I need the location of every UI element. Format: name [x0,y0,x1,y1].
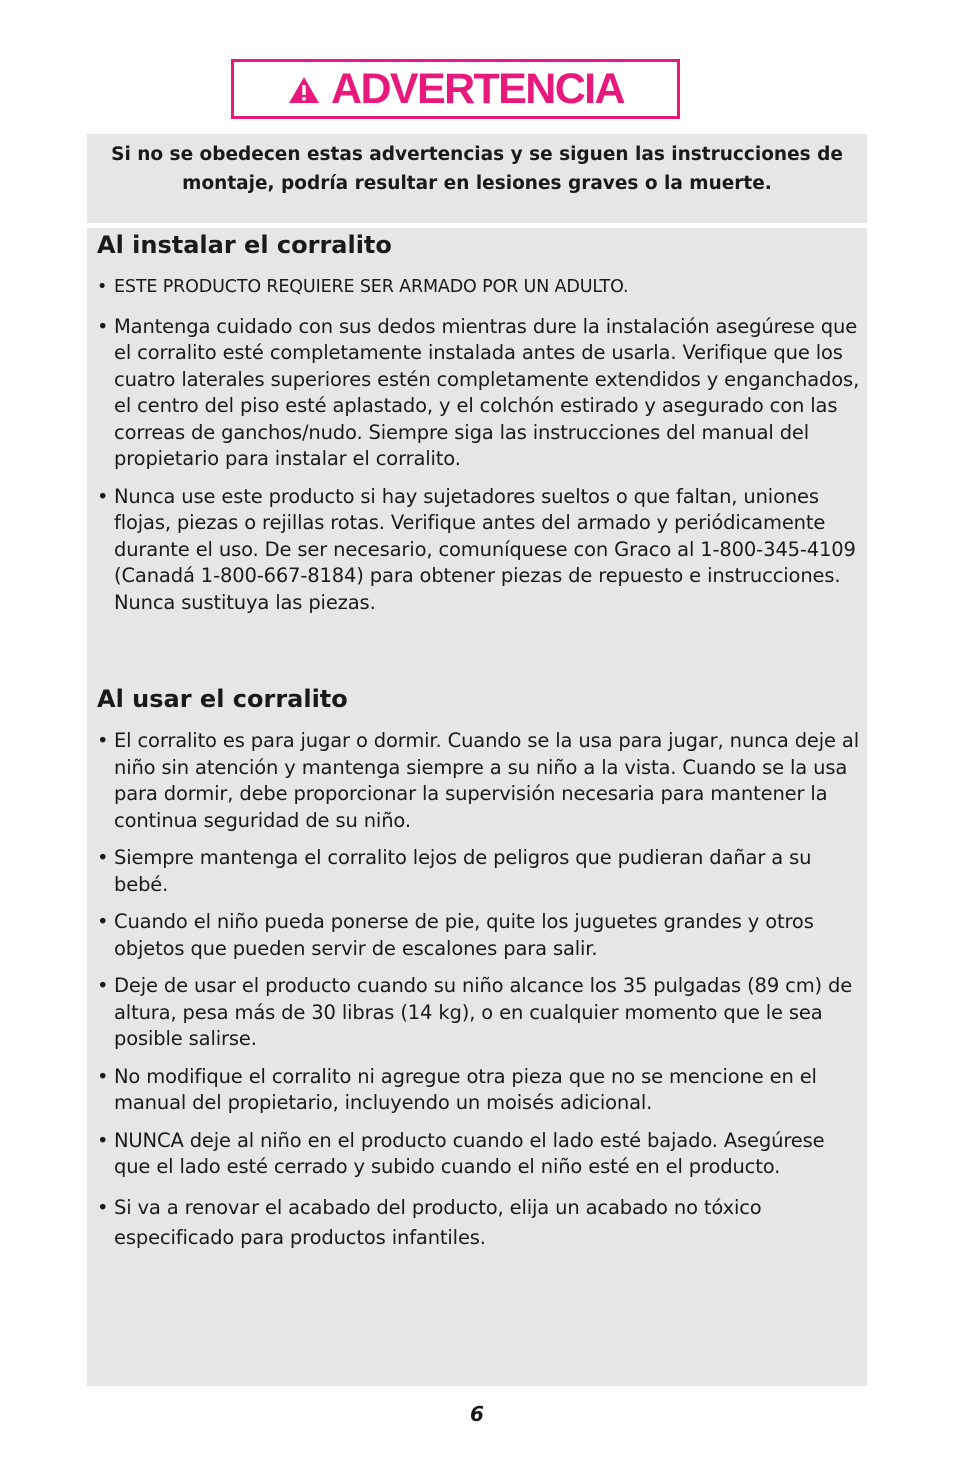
list-item [97,1064,865,1117]
list-item [97,314,865,473]
bullet-mark: • [97,729,109,752]
bullet-mark: • [97,314,109,338]
use-warnings-list [97,728,865,1264]
bullet-mark: • [97,974,109,997]
list-item [97,1128,865,1181]
warnings-panel [87,228,867,1386]
install-warnings-list [97,274,865,627]
bullet-mark: • [97,1064,109,1088]
list-item [97,274,865,301]
warning-banner [231,59,680,119]
list-item-text: Siempre mantenga el corralito lejos de peligros que pudieran dañar a su bebé. [114,846,812,896]
bullet-mark: • [97,846,109,869]
bullet-mark: • [97,277,108,297]
intro-notice: Si no se obedecen estas advertencias y se siguen las instrucciones de montaje, podría resultar en lesiones graves o la muerte. [87,134,867,223]
list-item [97,973,865,1053]
list-item-text: Mantenga cuidado con sus dedos mientras dure la instalación asegúrese que el corralito esté completamente instalada antes de usarla. Verifique que los cuatro laterales superiores estén completamente extendidos y enganchados, el centro del piso esté aplastado, y el colchón estirado y asegurado con las correas de ganchos/nudo. Siempre siga las instrucciones del manual del propietario para instalar el corralito. [114,314,860,470]
list-item-text: Deje de usar el producto cuando su niño alcance los 35 pulgadas (89 cm) de altura, pesa más de 30 libras (14 kg), o en cualquier momento que le sea posible salirse. [114,974,853,1050]
page-number: 6 [470,1402,484,1426]
list-item-text: NUNCA deje al niño en el producto cuando el lado esté bajado. Asegúrese que el lado esté cerrado y subido cuando el niño esté en el producto. [114,1128,825,1178]
list-item-text: El corralito es para jugar o dormir. Cuando se la usa para jugar, nunca deje al niño sin atención y mantenga siempre a su niño a la vista. Cuando se la usa para dormir, debe proporcionar la supervisión necesaria para mantener la continua seguridad de su niño. [114,729,859,832]
list-item [97,484,865,617]
list-item-text: No modifique el corralito ni agregue otra pieza que no se mencione en el manual del propietario, incluyendo un moisés adicional. [114,1064,817,1114]
bullet-mark: • [97,1128,109,1152]
bullet-mark: • [97,910,109,933]
list-item-text: ESTE PRODUCTO REQUIERE SER ARMADO POR UN ADULTO. [114,277,629,297]
list-item-text: Si va a renovar el acabado del producto, elija un acabado no tóxico especificado para productos infantiles. [114,1195,762,1249]
list-item [97,728,865,834]
list-item-text: Nunca use este producto si hay sujetadores sueltos o que faltan, uniones flojas, piezas o rejillas rotas. Verifique antes del armado y periódicamente durante el uso. De ser necesario, comuníquese con Graco al 1-800-345-4109 (Canadá 1-800-667-8184) para obtener piezas de repuesto e instrucciones. Nunca sustituya las piezas. [114,484,856,614]
warning-triangle-icon [287,75,321,105]
section-heading-install: Al instalar el corralito [97,231,392,259]
warning-title: ADVERTENCIA [331,64,624,113]
list-item [97,909,865,962]
bullet-mark: • [97,1195,109,1219]
bullet-mark: • [97,484,109,508]
list-item [97,1193,865,1253]
list-item-text: Cuando el niño pueda ponerse de pie, quite los juguetes grandes y otros objetos que pueden servir de escalones para salir. [114,910,814,960]
list-item [97,845,865,898]
section-heading-use: Al usar el corralito [97,685,348,713]
